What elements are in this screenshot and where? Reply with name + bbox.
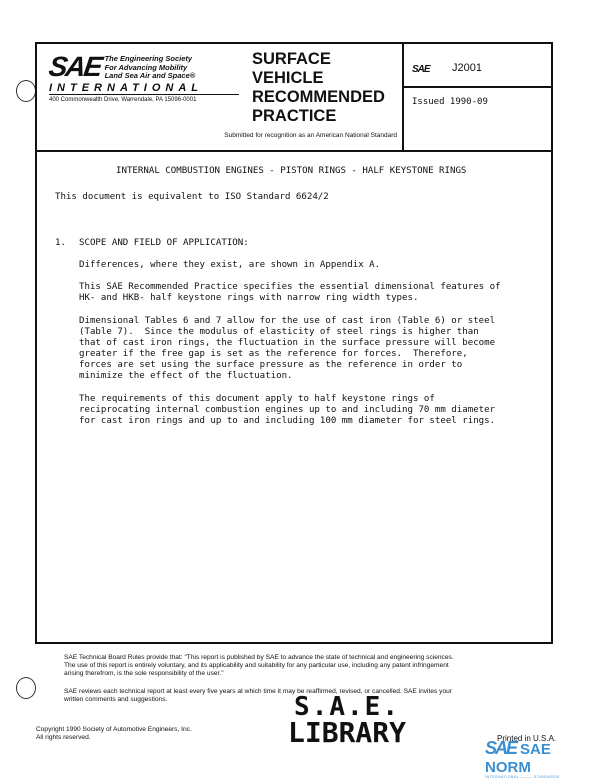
doc-type-title: SURFACE VEHICLE RECOMMENDED PRACTICE: [252, 50, 385, 125]
doc-id-divider: [402, 86, 551, 88]
submitted-note: Submitted for recognition as an American National Standard: [224, 132, 397, 139]
issued-date: Issued 1990-09: [412, 97, 488, 107]
document-title: INTERNAL COMBUSTION ENGINES - PISTON RINGS - HALF KEYSTONE RINGS: [116, 166, 467, 176]
library-stamp: S.A.E. LIBRARY: [288, 692, 407, 749]
copyright: Copyright 1990 Society of Automotive Engineers, Inc. All rights reserved.: [36, 726, 192, 741]
board-rules-note: SAE Technical Board Rules provide that: "This report is published by SAE to advance the state of technical and engineering sciences. The use of this report is entirely voluntary, and its applicability and suitability for any particular use, including any patent infringement arising therefrom, is the sole responsibility of the user.": [64, 654, 454, 677]
section-heading: SCOPE AND FIELD OF APPLICATION:: [79, 238, 249, 248]
sae-address: 400 Commonwealth Drive, Warrendale, PA 15096-0001: [49, 96, 197, 103]
sae-watermark-mark: SAE: [485, 738, 517, 758]
paragraph-1: Differences, where they exist, are shown in Appendix A.: [79, 260, 381, 270]
sae-norm-watermark: SAE SAE NORM INTERNATIONAL ——— STANDARDS: [485, 738, 560, 779]
header-vertical-divider: [402, 44, 404, 150]
paragraph-2: This SAE Recommended Practice specifies the essential dimensional features of HK- and HKB- half keystone rings with narrow ring width types.: [79, 282, 501, 303]
paragraph-4: The requirements of this document apply to half keystone rings of reciprocating internal combustion engines up to and including 70 mm diameter for cast iron rings and up to and including 100 mm diameter for steel rings.: [79, 394, 496, 426]
section-number: 1.: [55, 238, 66, 248]
printed-in: Printed in U.S.A.: [497, 734, 557, 743]
doc-id-org: SAE: [412, 64, 430, 75]
document-frame: [35, 42, 553, 644]
punch-hole-top: [16, 80, 36, 102]
logo-international: INTERNATIONAL: [49, 82, 239, 95]
review-note: SAE reviews each technical report at least every five years at which time it may be reaffirmed, revised, or cancelled. SAE invites your written comments and suggestions.: [64, 688, 452, 703]
punch-hole-bottom: [16, 677, 36, 699]
sae-mark: SAE: [46, 51, 103, 82]
paragraph-3: Dimensional Tables 6 and 7 allow for the use of cast iron (Table 6) or steel (Table 7). Since the modulus of elasticity of steel rings is higher than that of cast iron rings, the fluctuation in the surface pressure will become greater if the free gap is set as the reference for forces. Therefore, forces are set using the surface pressure as the reference in order to minimize the effect of the fluctuation.: [79, 316, 496, 381]
equivalence-note: This document is equivalent to ISO Standard 6624/2: [55, 192, 329, 202]
logo-tagline: The Engineering Society For Advancing Mobility Land Sea Air and Space®: [104, 54, 196, 80]
doc-id-number: J2001: [452, 62, 482, 74]
header-divider: [37, 150, 551, 152]
sae-logo: [46, 51, 249, 103]
